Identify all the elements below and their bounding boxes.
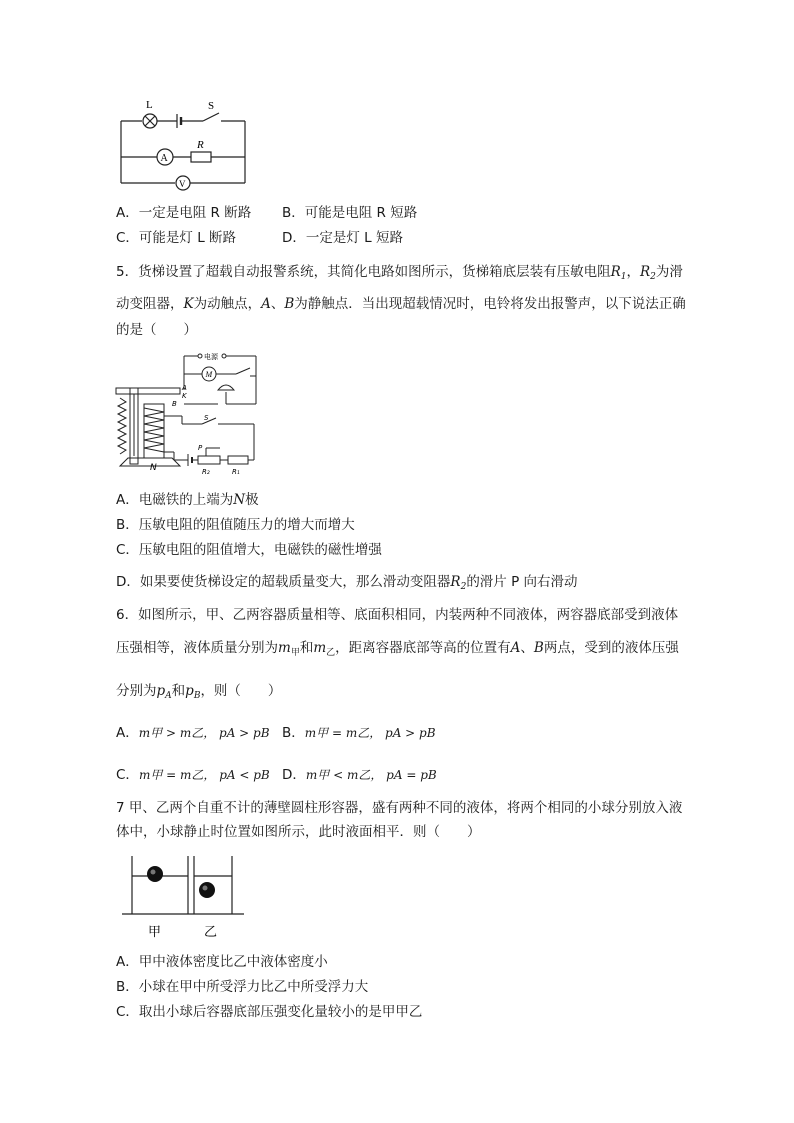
q7-option-b: B．小球在甲中所受浮力比乙中所受浮力大 [116, 979, 369, 995]
n-pole-label: N [150, 463, 157, 473]
ball-in-yi [199, 882, 215, 898]
q4-option-a: A．一定是电阻 R 断路 [116, 205, 252, 221]
ball-in-jia [147, 866, 163, 882]
slider-p-label: P [198, 444, 203, 452]
q5-stem-line1: 5．货梯设置了超载自动报警系统，其简化电路如图所示，货梯箱底层装有压敏电阻$R_1$，$R_2$为滑 [116, 264, 683, 282]
q6-stem-line1: 6．如图所示，甲、乙两容器质量相等、底面积相同，内装两种不同液体，两容器底部受到液体 [116, 607, 679, 623]
lamp-label: L [146, 99, 153, 111]
q7-option-a: A．甲中液体密度比乙中液体密度小 [116, 954, 328, 970]
q5-option-d: D．如果要使货梯设定的超载质量变大，那么滑动变阻器$R_2$的滑片 P 向右滑动 [116, 574, 578, 592]
resistor-label: R [197, 139, 204, 151]
r2-label: R₂ [202, 468, 210, 476]
containers-figure [118, 852, 248, 942]
q6-option-d: D．m甲 < m乙， pA = pB [282, 767, 437, 783]
ammeter-label: A [160, 153, 168, 164]
q5-stem-line2: 动变阻器，K为动触点，A、B为静触点．当出现超载情况时，电铃将发出报警声，以下说法正确 [116, 296, 686, 312]
elevator-alarm-circuit [114, 348, 264, 476]
voltmeter-label: V [179, 179, 186, 189]
container-yi-label: 乙 [204, 925, 218, 940]
q4-option-c: C．可能是灯 L 断路 [116, 230, 237, 246]
q7-stem-line1: 7 甲、乙两个自重不计的薄壁圆柱形容器，盛有两种不同的液体，将两个相同的小球分别放入液 [116, 800, 683, 816]
q4-option-b: B．可能是电阻 R 短路 [282, 205, 418, 221]
q6-option-c: C．m甲 = m乙， pA < pB [116, 767, 270, 783]
switch-label: S [208, 100, 215, 112]
container-jia-label: 甲 [148, 925, 162, 940]
q5-stem-line3: 的是（ ） [116, 322, 197, 338]
contact-k-label: K [182, 392, 187, 400]
q4-option-d: D．一定是灯 L 短路 [282, 230, 403, 246]
q5-option-a: A．电磁铁的上端为N极 [116, 492, 259, 508]
contact-a-label: A [182, 384, 187, 392]
switch-s-label: S [204, 414, 209, 422]
q7-option-c: C．取出小球后容器底部压强变化量较小的是甲甲乙 [116, 1004, 423, 1020]
r1-label: R₁ [232, 468, 240, 476]
q7-stem-line2: 体中，小球静止时位置如图所示，此时液面相平．则（ ） [116, 824, 481, 840]
q6-option-a: A．m甲 > m乙， pA > pB [116, 725, 270, 741]
q6-option-b: B．m甲 = m乙， pA > pB [282, 725, 436, 741]
q6-stem-line2: 压强相等，液体质量分别为$m_甲$和$m_乙$，距离容器底部等高的位置有A、B两点，受到的液体压强 [116, 640, 679, 658]
motor-label: M [205, 370, 213, 379]
q5-option-b: B．压敏电阻的阻值随压力的增大而增大 [116, 517, 355, 533]
q6-stem-line3: 分别为$p_A$和$p_B$，则（ ） [116, 683, 282, 701]
power-label: 电源 [204, 353, 218, 361]
q5-option-c: C．压敏电阻的阻值增大，电磁铁的磁性增强 [116, 542, 382, 558]
contact-b-label: B [172, 400, 177, 408]
circuit-diagram-q4 [115, 95, 255, 190]
